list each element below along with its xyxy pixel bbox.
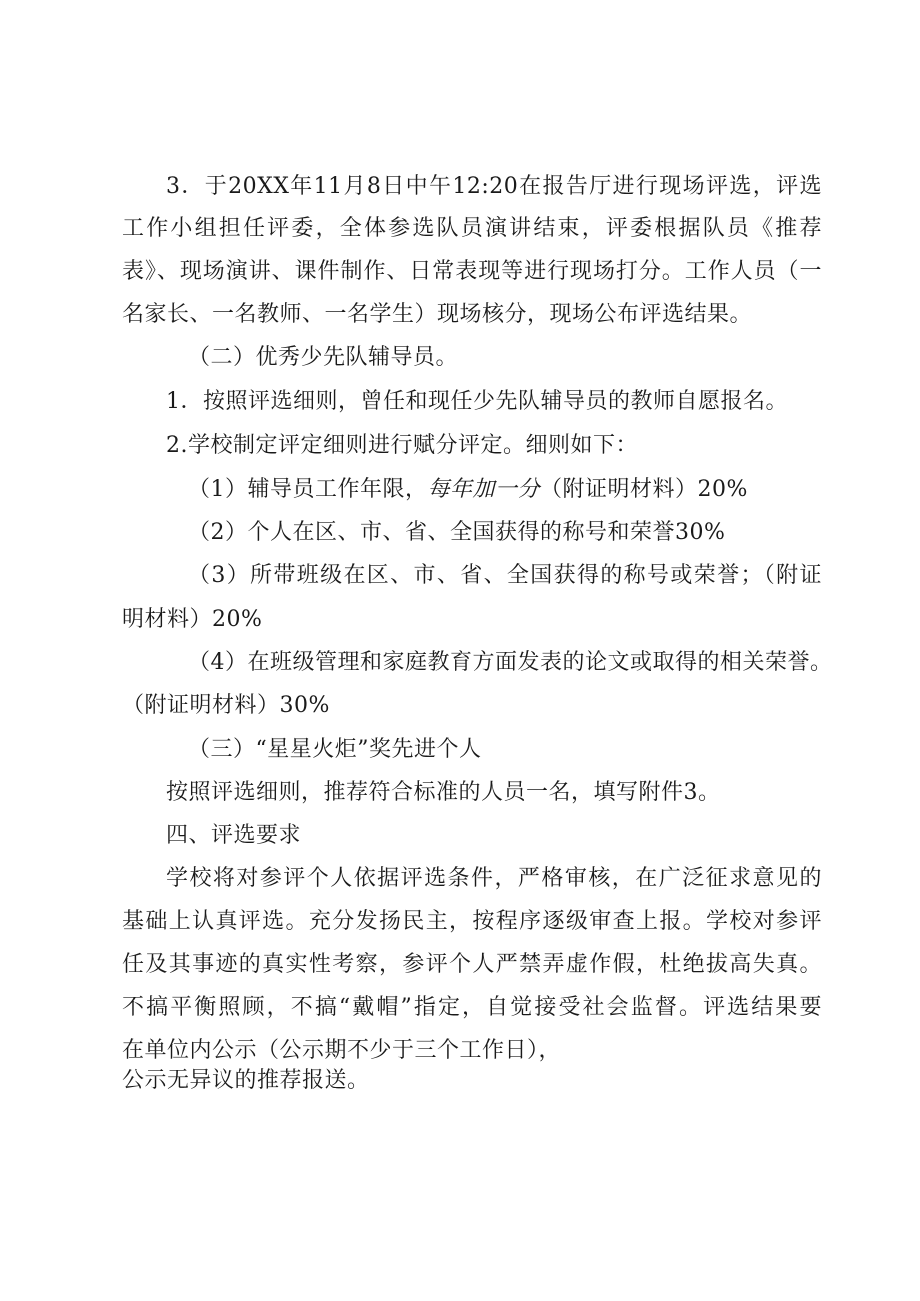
list-item <box>188 475 822 505</box>
paragraph-line: 任及其事迹的真实性考察，参评个人严禁弄虚作假，杜绝拔高失真。 <box>122 952 822 977</box>
section-heading: （三）“星星火炬”奖先进个人 <box>188 737 482 762</box>
list-item: （2）个人在区、市、省、全国获得的称号和荣誉30% <box>188 520 726 545</box>
list-item-text: （附证明材料）20% <box>540 477 748 502</box>
list-item: 1．按照评选细则，曾任和现任少先队辅导员的教师自愿报名。 <box>166 389 788 414</box>
paragraph-line: 工作小组担任评委，全体参选队员演讲结束，评委根据队员《推荐 <box>122 216 822 241</box>
paragraph-line: 学校将对参评个人依据评选条件，严格审核，在广泛征求意见的 <box>166 866 822 891</box>
list-item: （3）所带班级在区、市、省、全国获得的称号或荣誉；（附证 <box>188 563 822 588</box>
paragraph-line: 公示无异议的推荐报送。 <box>122 1068 370 1093</box>
paragraph-line: 表》、现场演讲、课件制作、日常表现等进行现场打分。工作人员（一 <box>122 259 822 284</box>
list-item-text: （1）辅导员工作年限， <box>188 477 428 502</box>
paragraph-line: 明材料）20% <box>122 607 263 632</box>
paragraph-line: （附证明材料）30% <box>122 693 330 718</box>
section-heading: （二）优秀少先队辅导员。 <box>188 345 459 370</box>
section-heading: 四、评选要求 <box>166 823 302 848</box>
list-item-emphasis: 每年加一分 <box>427 477 541 502</box>
list-item: （4）在班级管理和家庭教育方面发表的论文或取得的相关荣誉。 <box>188 650 833 675</box>
paragraph-line: 在单位内公示（公示期不少于三个工作日）， <box>122 1038 562 1063</box>
paragraph-line: 名家长、一名教师、一名学生）现场核分，现场公布评选结果。 <box>122 302 753 327</box>
paragraph-line: 按照评选细则，推荐符合标准的人员一名，填写附件3。 <box>166 780 721 805</box>
paragraph-line: 基础上认真评选。充分发扬民主，按程序逐级审查上报。学校对参评 <box>122 909 822 934</box>
paragraph-line: 3．于20XX年11月8日中午12:20在报告厅进行现场评选，评选 <box>166 174 822 199</box>
paragraph-line: 不搞平衡照顾，不搞“戴帽”指定，自觉接受社会监督。评选结果要 <box>122 995 822 1020</box>
list-item: 2.学校制定评定细则进行赋分评定。细则如下： <box>166 433 638 458</box>
